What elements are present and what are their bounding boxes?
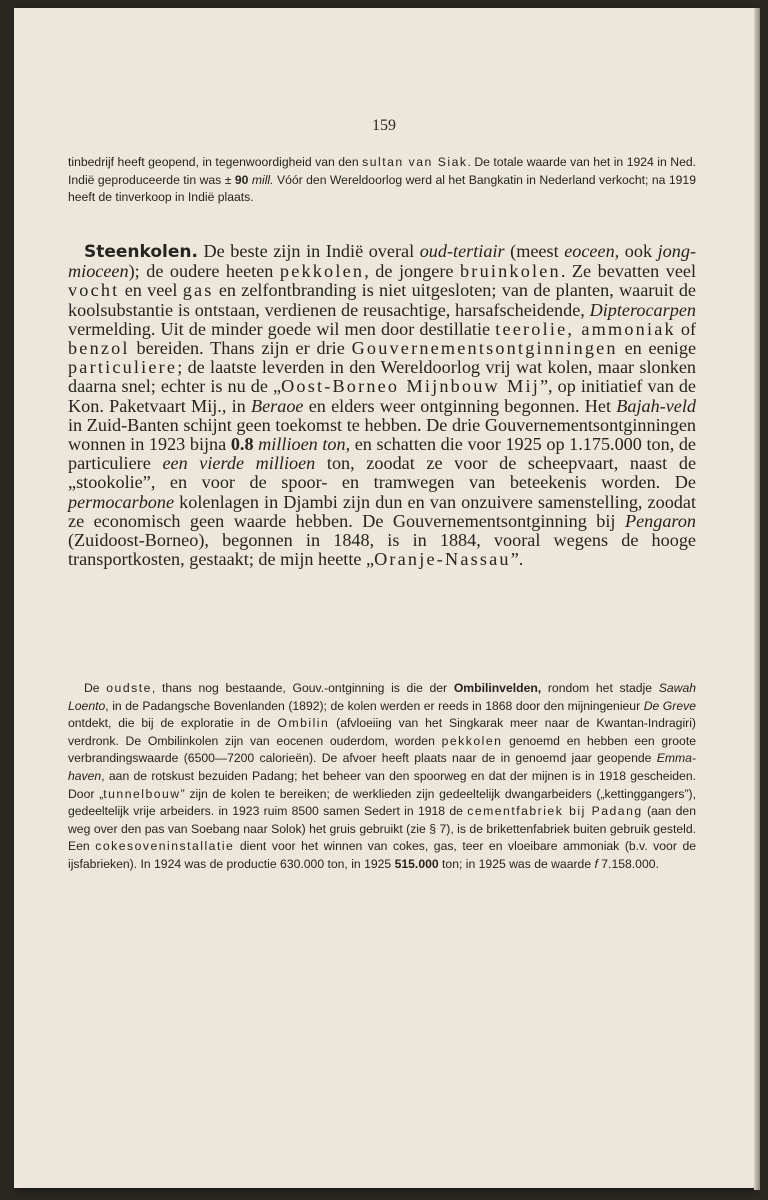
body-italic: Bajah-veld [616,395,697,416]
note-text: , thans nog bestaande, Gouv.-ontginning is die der [151,681,448,695]
page-number: 159 [372,117,396,134]
page-edge [754,8,760,1190]
body-spaced: gas [182,280,214,301]
note-bold: Ombilinvelden, [453,681,542,695]
note-text: , in de Padangsche Bovenlanden (1892); de kolen werden er reeds in 1868 door den mijningenieur [105,698,641,713]
note-text: (aan den weg over den pas van Soebang naar Solok) het gruis gebruikt (zie § 7), is de brikettenfabriek buiten gebruik gesteld. Een [68,804,696,854]
note-text: 7.158.000. [601,856,659,871]
intro-bold: 90 [234,172,249,187]
body-spaced: bruinkolen [460,261,561,282]
note-text: , aan de rotskust bezuiden Padang; het beheer van den spoorweg en dat der mijnen is in 1918 gescheiden. Door „ [68,768,696,801]
body-text: in Zuid-Banten schijnt geen toekomst te hebben. De drie Gouvernementsontginningen wonnen in 1923 bijna [68,414,696,455]
body-text: en schatten die voor 1925 op 1.175.000 ton, de particuliere [68,434,696,474]
body-spaced: particuliere [68,357,178,378]
body-text: en zelfontbranding is niet uitgesloten; van de planten, waaruit de koolsubstantie is ontstaan, verdienen de reusachtige, harsafscheidende, [68,280,696,320]
body-spaced: Gouvernementsontginningen [351,338,618,359]
body-spaced: vocht [68,280,120,301]
body-italic: Pengaron [624,510,697,531]
steenkolen-section [68,242,696,569]
note-text: ” zijn de kolen te bereiken; de werklieden zijn gedeeltelijk dwangarbeiders („kettinggangers”), gedeeltelijk vrije arbeiders. in 1923 ruim 8500 samen Sedert in 1918 de [68,786,696,819]
intro-text: tinbedrijf heeft geopend, in tegenwoordigheid van den [68,155,359,169]
note-text: (afvloeiing van het Singkarak meer naar de Kwantan-Indragiri) verdronk. De Ombilinkolen zijn van eocenen ouderdom, worden [68,716,696,748]
body-spaced: pekkolen [279,261,365,282]
body-text: , de jongere [364,261,454,282]
body-italic: Dipterocarpen [589,299,696,320]
note-italic: f [594,856,598,871]
note-italic: Sawah Loento [68,681,696,713]
section-heading: Steenkolen. [84,242,198,262]
intro-text: Vóór den Wereldoorlog werd al het Bangkatin in Nederland verkocht; na 1919 heeft de tinverkoop in Indië plaats. [68,172,696,205]
body-bold: 0.8 [230,434,254,455]
body-text: ; de laatste leverden in den Wereldoorlog vrij wat kolen, maar slonken daarna snel; echter is nu de „ [68,357,696,397]
body-spaced: Oost-Borneo Mijnbouw Mij [281,376,540,397]
note-spaced: tunnelbouw [103,786,181,801]
note-spaced: Ombilin [277,716,330,731]
note-spaced: oudste [106,681,152,695]
body-text: en veel [124,280,178,301]
note-text: rondom het stadje [547,681,653,695]
body-text: ”, op initiatief van de Kon. Paketvaart Mij., in [68,376,697,416]
ombilin-note [68,680,696,874]
body-italic: millioen ton, [258,434,351,455]
note-text: De [84,681,100,695]
body-text: ton, zoodat ze voor de scheepvaart, naast de „stookolie”, en voor de spoor- en tramwegen van beteekenis worden. De [68,453,697,493]
intro-text: . De totale waarde van het in 1924 in Ned. Indië geproduceerde tin was ± [68,155,697,187]
body-italic: eoceen, [564,241,620,261]
body-text: vermelding. Uit de minder goede wil men door destillatie [68,318,491,339]
note-text: dient voor het winnen van cokes, gas, teer en vloeibare ammoniak (b.v. voor de ijsfabrieken). In 1924 was de productie 630.000 ton, in 1925 [68,839,696,871]
note-spaced: pekkolen [441,733,503,748]
intro-italic: mill. [251,172,274,187]
body-italic: een vierde millioen [162,453,316,474]
body-text: bereiden. Thans zijn er drie [136,338,345,359]
body-text: ); de oudere heeten [128,261,274,282]
note-italic: De Greve [643,698,696,713]
intro-paragraph [68,154,696,207]
body-text: of [680,318,697,339]
body-spaced: benzol [68,338,130,359]
body-italic: jong-mioceen [68,241,697,282]
body-text: ”. [510,549,524,570]
note-text: ontdekt, die bij de exploratie in de [68,716,271,731]
body-text: (meest [510,241,559,261]
body-text: en eenige [624,338,697,359]
body-text: (Zuidoost-Borneo), begonnen in 1848, is in 1884, vooral wegens de hooge transportkosten, gestaakt; de mijn heette „ [68,530,696,570]
body-italic: permocarbone [68,491,175,512]
note-text: genoemd en hebben een groote verbrandingswaarde (6500—7200 calorieën). De afvoer heeft plaats naar de in genoemd jaar geopende [68,733,696,766]
intro-spaced: sultan van Siak [362,155,468,169]
note-bold: 515.000 [394,856,439,871]
note-spaced: cokesoveninstallatie [95,839,235,854]
body-italic: Beraoe [250,395,304,416]
note-text: ton; in 1925 was de waarde [442,856,592,871]
body-text: De beste zijn in Indië overal [203,241,415,261]
body-text: ook [624,241,653,261]
body-italic: oud-tertiair [419,241,505,261]
body-text: kolenlagen in Djambi zijn dun en van onzuivere samenstelling, zoodat ze economisch geen waarde hebben. De Gouvernementsontginning bij [68,491,697,531]
body-text: en elders weer ontginning begonnen. Het [308,395,612,416]
note-italic: Emma-haven [68,751,696,783]
body-spaced: teerolie, ammoniak [495,318,676,339]
note-spaced: cementfabriek bij Padang [467,804,643,819]
body-spaced: Oranje-Nassau [374,549,511,570]
body-text: . Ze bevatten veel [560,261,697,282]
